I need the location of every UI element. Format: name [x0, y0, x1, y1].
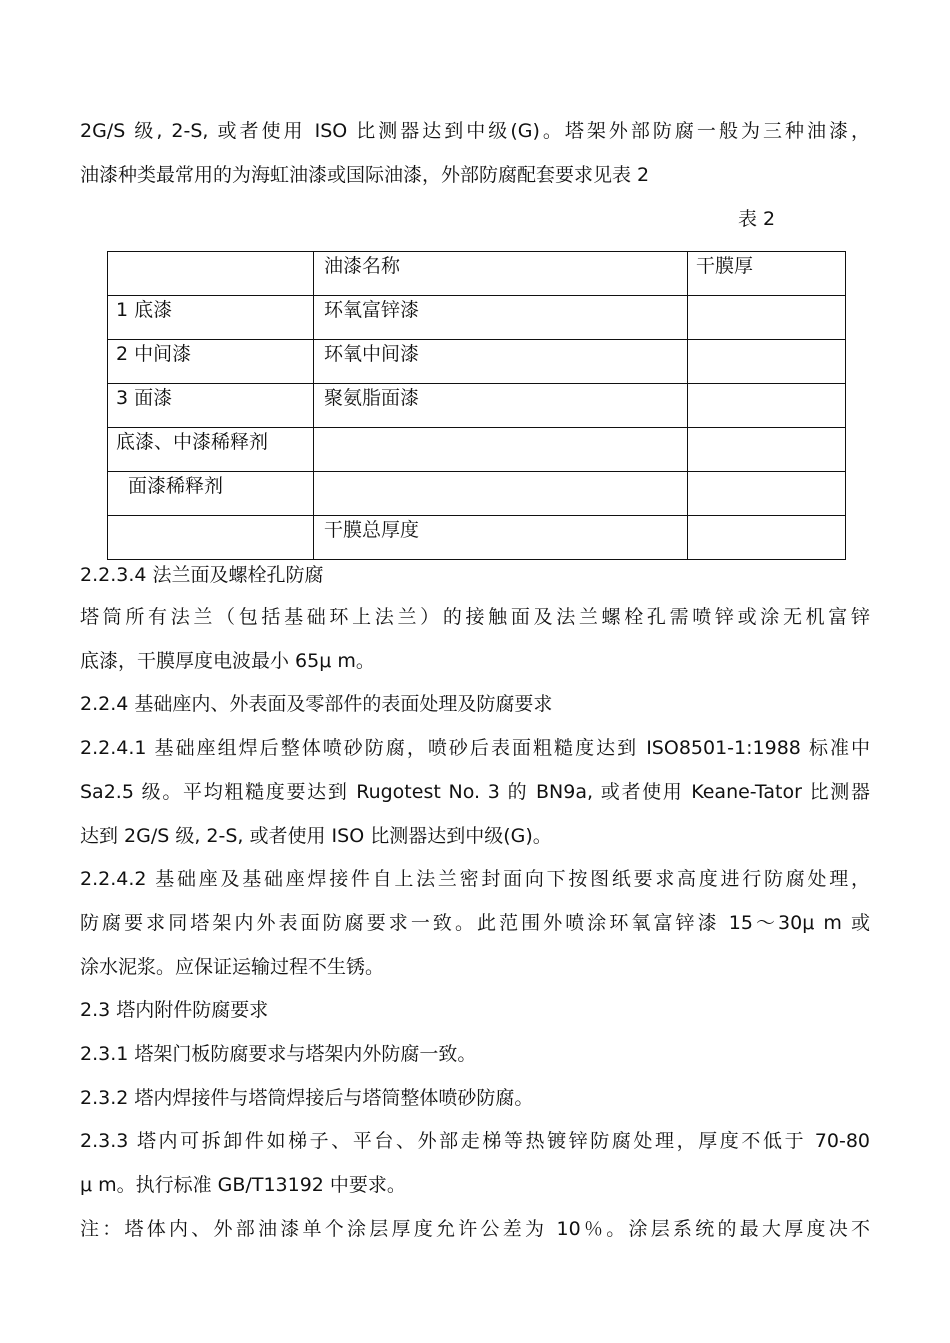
section-2-3-title: 2.3 塔内附件防腐要求: [80, 999, 269, 1021]
table-cell: 面漆稀释剂: [108, 472, 314, 516]
table-cell: 聚氨脂面漆: [314, 384, 688, 428]
intro-line-2: 油漆种类最常用的为海虹油漆或国际油漆，外部防腐配套要求见表 2: [80, 164, 650, 186]
table-header-dry-film: 干膜厚: [688, 252, 846, 296]
section-2-3-2: 2.3.2 塔内焊接件与塔筒焊接后与塔筒整体喷砂防腐。: [80, 1087, 534, 1109]
table-row: [108, 296, 846, 340]
section-2-2-4-2-line-1: 2.2.4.2 基础座及基础座焊接件自上法兰密封面向下按图纸要求高度进行防腐处理，: [80, 868, 870, 890]
table-row: [108, 472, 846, 516]
section-2-3-1: 2.3.1 塔架门板防腐要求与塔架内外防腐一致。: [80, 1043, 477, 1065]
table-cell: [688, 516, 846, 560]
table-caption: 表 2: [738, 208, 776, 230]
table-cell: [688, 384, 846, 428]
table-cell: [688, 296, 846, 340]
table-row: [108, 384, 846, 428]
table-header-paint-name: 油漆名称: [314, 252, 688, 296]
section-2-2-3-4-para-line-1: 塔筒所有法兰（包括基础环上法兰）的接触面及法兰螺栓孔需喷锌或涂无机富锌: [80, 606, 870, 628]
table-cell: 3 面漆: [108, 384, 314, 428]
table-cell: 环氧中间漆: [314, 340, 688, 384]
section-2-3-3-line-2: μ m。执行标准 GB/T13192 中要求。: [80, 1174, 406, 1196]
table-cell: [314, 428, 688, 472]
table-header-row: [108, 252, 846, 296]
section-2-2-4-1-line-2: Sa2.5 级。平均粗糙度要达到 Rugotest No. 3 的 BN9a, 或者使用 Keane-Tator 比测器: [80, 781, 870, 803]
section-2-2-4-1-line-1: 2.2.4.1 基础座组焊后整体喷砂防腐，喷砂后表面粗糙度达到 ISO8501-1:1988 标准中: [80, 737, 870, 759]
table-cell: 干膜总厚度: [314, 516, 688, 560]
table-cell: [688, 472, 846, 516]
section-2-3-3-line-1: 2.3.3 塔内可拆卸件如梯子、平台、外部走梯等热镀锌防腐处理，厚度不低于 70-80: [80, 1130, 870, 1152]
table-cell: [108, 516, 314, 560]
section-2-2-4-title: 2.2.4 基础座内、外表面及零部件的表面处理及防腐要求: [80, 693, 553, 715]
table-cell: 环氧富锌漆: [314, 296, 688, 340]
table-cell: [688, 428, 846, 472]
table-row: [108, 428, 846, 472]
table-cell: [688, 340, 846, 384]
table-cell: 1 底漆: [108, 296, 314, 340]
paint-system-table: [107, 251, 846, 560]
note-line: 注：塔体内、外部油漆单个涂层厚度允许公差为 10％。涂层系统的最大厚度决不: [80, 1218, 870, 1240]
section-2-2-3-4-para-line-2: 底漆，干膜厚度电波最小 65μ m。: [80, 650, 375, 672]
intro-line-1: 2G/S 级, 2-S, 或者使用 ISO 比测器达到中级(G)。塔架外部防腐一般为三种油漆，: [80, 120, 870, 142]
table-cell: 底漆、中漆稀释剂: [108, 428, 314, 472]
table-row: [108, 516, 846, 560]
section-2-2-4-2-line-3: 涂水泥浆。应保证运输过程不生锈。: [80, 956, 385, 978]
table-row: [108, 340, 846, 384]
section-2-2-4-2-line-2: 防腐要求同塔架内外表面防腐要求一致。此范围外喷涂环氧富锌漆 15～30μ m 或: [80, 912, 870, 934]
table-header-cell: [108, 252, 314, 296]
table-cell: 2 中间漆: [108, 340, 314, 384]
table-cell: [314, 472, 688, 516]
section-2-2-3-4-title: 2.2.3.4 法兰面及螺栓孔防腐: [80, 564, 324, 586]
section-2-2-4-1-line-3: 达到 2G/S 级, 2-S, 或者使用 ISO 比测器达到中级(G)。: [80, 825, 552, 847]
